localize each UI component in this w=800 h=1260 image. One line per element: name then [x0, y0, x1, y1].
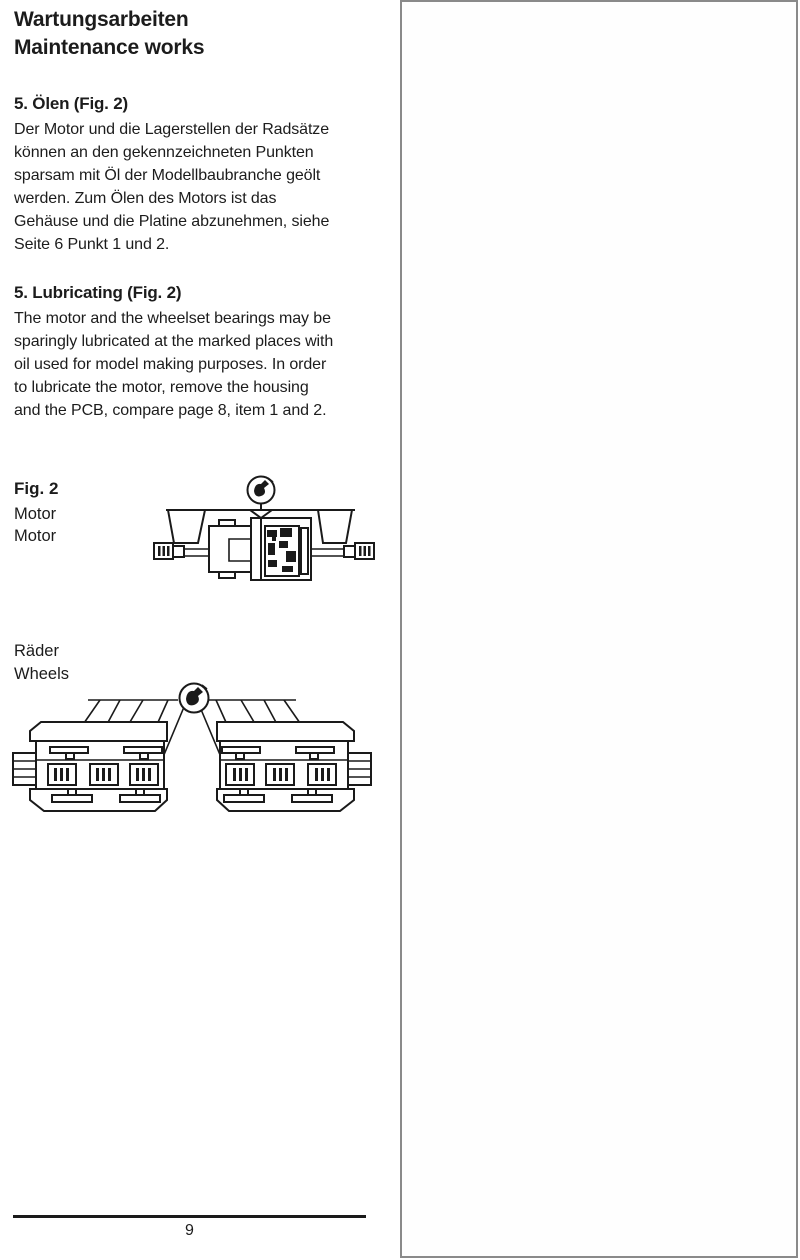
footer-rule [13, 1215, 366, 1218]
heading-lubricating: 5. Lubricating (Fig. 2) [14, 283, 182, 302]
paragraph-line: and the PCB, compare page 8, item 1 and 2. [14, 402, 327, 419]
title-english: Maintenance works [14, 36, 205, 59]
fig2-motor-diagram [145, 465, 380, 590]
fig2-caption-german: Motor [14, 505, 57, 523]
pcb-block [265, 526, 308, 576]
paragraph-line: sparingly lubricated at the marked places with [14, 333, 334, 350]
paragraph-line: The motor and the wheelset bearings may be [14, 310, 331, 327]
page-title [14, 6, 204, 62]
paragraph-line: Seite 6 Punkt 1 und 2. [14, 236, 170, 253]
wheels-caption-english: Wheels [14, 665, 70, 683]
wheel-hatch [226, 764, 336, 785]
wheel-hatch [48, 764, 158, 785]
right-bogie [200, 700, 371, 811]
paragraph-line: Der Motor und die Lagerstellen der Radsätze [14, 121, 329, 138]
left-bogie [13, 700, 184, 811]
paragraph-line: sparsam mit Öl der Modellbaubranche geölt [14, 167, 321, 184]
paragraph-english [14, 307, 386, 422]
wheels-diagram [8, 675, 376, 820]
oil-can-icon [180, 684, 209, 713]
fig2-caption-english: Motor [14, 527, 57, 545]
paragraph-german [14, 118, 386, 256]
oil-can-icon [248, 477, 275, 504]
title-german: Wartungsarbeiten [14, 8, 189, 31]
paragraph-line: werden. Zum Ölen des Motors ist das [14, 190, 277, 207]
left-coupler [154, 543, 209, 559]
empty-right-panel [400, 0, 798, 1258]
heading-oelen: 5. Ölen (Fig. 2) [14, 94, 128, 113]
paragraph-line: to lubricate the motor, remove the housing [14, 379, 309, 396]
paragraph-line: Gehäuse und die Platine abzunehmen, siehe [14, 213, 330, 230]
page-number: 9 [185, 1222, 194, 1239]
fig2-label: Fig. 2 [14, 479, 59, 498]
right-coupler [311, 543, 374, 559]
paragraph-line: können an den gekennzeichneten Punkten [14, 144, 314, 161]
paragraph-line: oil used for model making purposes. In order [14, 356, 327, 373]
wheels-caption-german: Räder [14, 642, 59, 660]
